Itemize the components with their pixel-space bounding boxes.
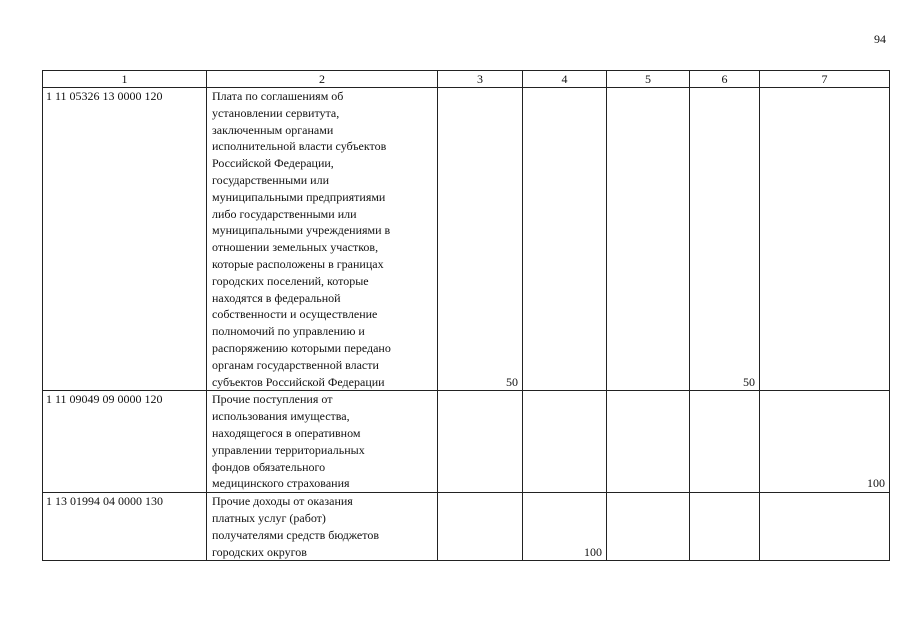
value-col-6: 50	[690, 88, 760, 391]
revenue-code: 1 11 05326 13 0000 120	[43, 88, 207, 391]
column-header-6: 6	[690, 71, 760, 88]
column-header-1: 1	[43, 71, 207, 88]
column-header-3: 3	[438, 71, 523, 88]
page-number: 94	[874, 32, 886, 46]
value-col-3: 50	[438, 88, 523, 391]
column-header-4: 4	[523, 71, 607, 88]
table-row	[43, 391, 890, 493]
value-col-6	[690, 391, 760, 493]
revenue-code: 1 13 01994 04 0000 130	[43, 493, 207, 561]
budget-table	[42, 70, 890, 561]
value-col-4	[523, 88, 607, 391]
revenue-description: Прочие поступления от использования имущества, находящегося в оперативном управлении территориальных фондов обязательного медицинского страхования	[207, 391, 438, 493]
table-row	[43, 493, 890, 561]
value-col-3	[438, 391, 523, 493]
table-row	[43, 88, 890, 391]
column-header-7: 7	[760, 71, 890, 88]
value-col-7	[760, 493, 890, 561]
column-number-row	[43, 71, 890, 88]
value-col-5	[607, 88, 690, 391]
value-col-5	[607, 391, 690, 493]
value-col-6	[690, 493, 760, 561]
value-col-7	[760, 88, 890, 391]
value-col-4	[523, 391, 607, 493]
value-col-4: 100	[523, 493, 607, 561]
value-col-3	[438, 493, 523, 561]
column-header-5: 5	[607, 71, 690, 88]
revenue-description: Плата по соглашениям об установлении сервитута, заключенным органами исполнительной власти субъектов Российской Федерации, государственными или муниципальными предприятиями либо государственными или муниципальными учреждениями в отношении земельных участков, которые расположены в границах городских поселений, которые находятся в федеральной собственности и осуществление полномочий по управлению и распоряжению которыми передано органам государственной власти субъектов Российской Федерации	[207, 88, 438, 391]
value-col-5	[607, 493, 690, 561]
revenue-description: Прочие доходы от оказания платных услуг (работ) получателями средств бюджетов городских округов	[207, 493, 438, 561]
revenue-code: 1 11 09049 09 0000 120	[43, 391, 207, 493]
value-col-7: 100	[760, 391, 890, 493]
column-header-2: 2	[207, 71, 438, 88]
